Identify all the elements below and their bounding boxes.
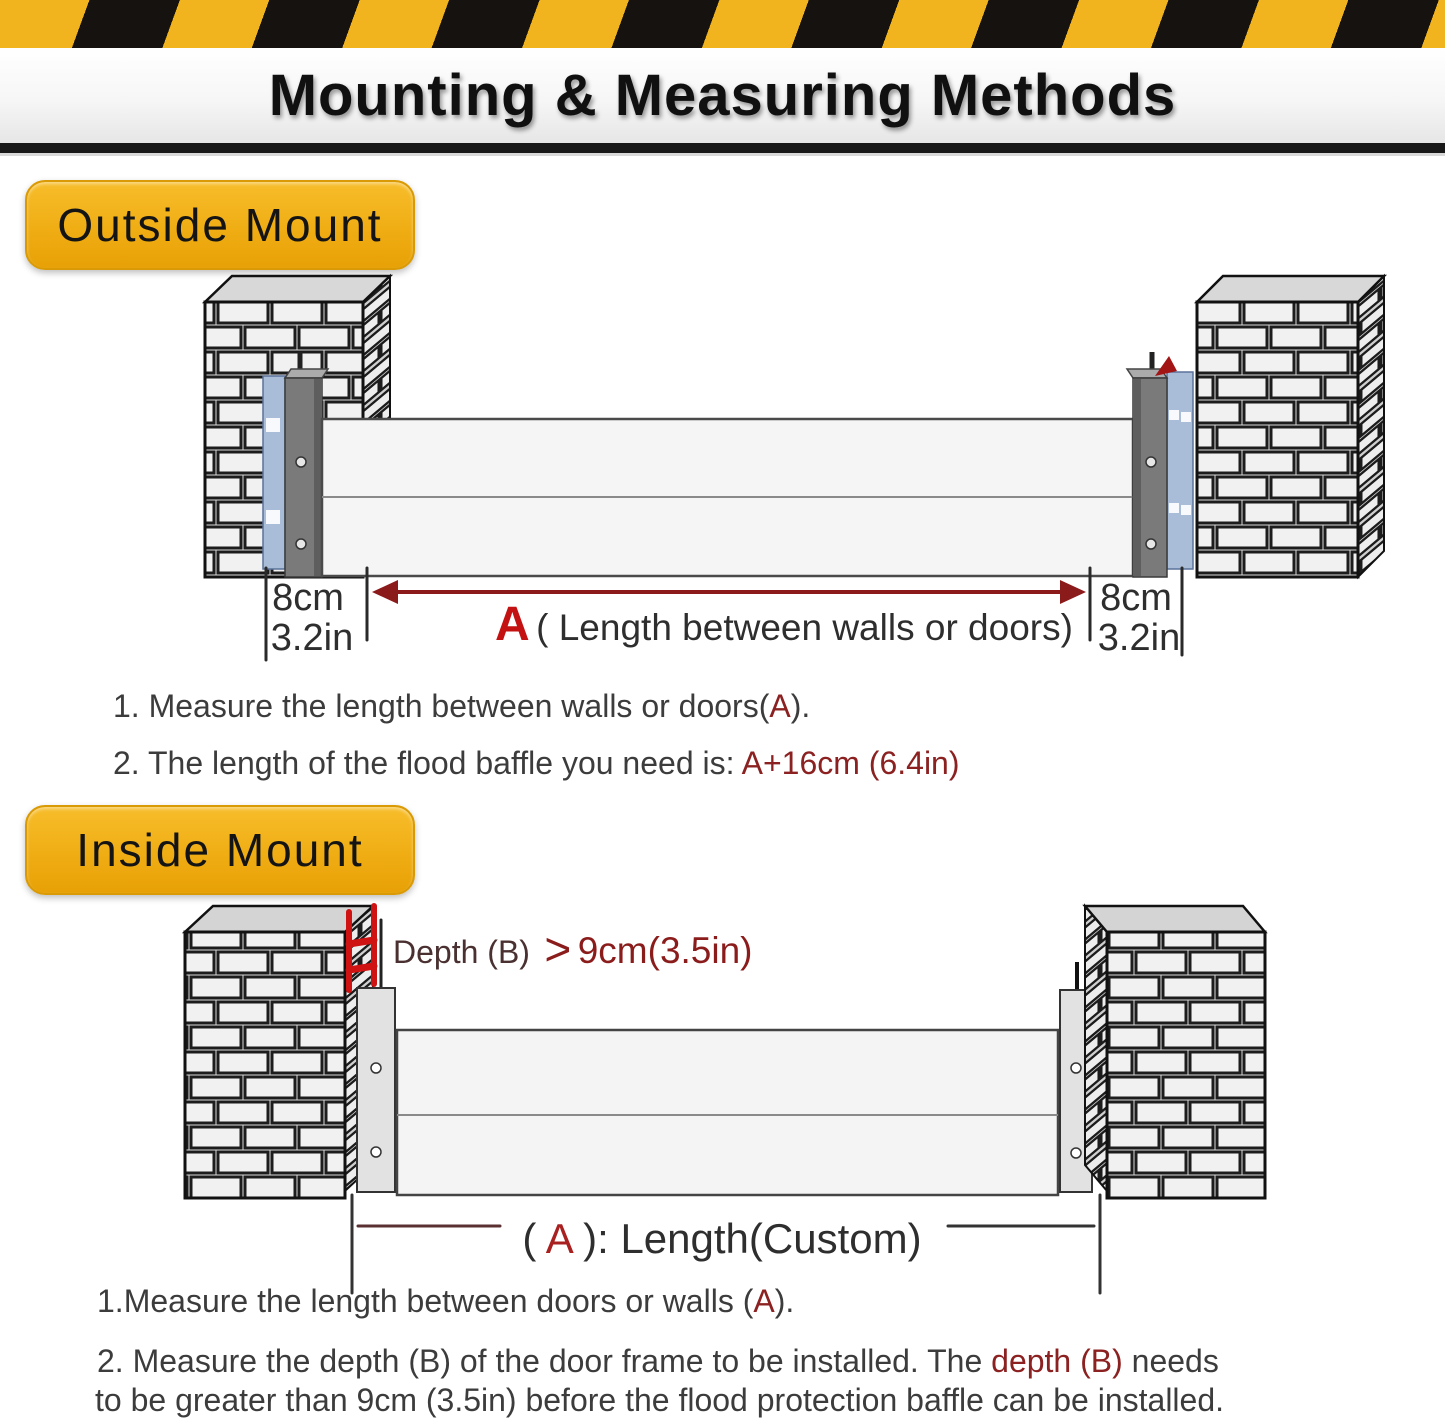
seal-screw-mark [1181, 505, 1191, 515]
inside-mount-diagram [0, 895, 1445, 1300]
dim-span-label [495, 598, 1073, 651]
inside-step-2-continued [95, 1382, 1224, 1419]
right-seal-strip [1167, 372, 1193, 569]
inside-mount-label [25, 805, 415, 895]
left-pillar-front-face [185, 932, 345, 1198]
length-label-letter: A [545, 1215, 572, 1262]
left-pillar-top-face [205, 276, 390, 302]
right-post-shadow-edge [1133, 379, 1141, 576]
inside-barrier [397, 1030, 1058, 1195]
inside-left-pillar [185, 906, 373, 1198]
outside-barrier [322, 419, 1133, 576]
step-text: ). [774, 1283, 795, 1319]
dim-right-in: 3.2in [1097, 617, 1181, 659]
step-highlight: A [753, 1283, 775, 1319]
right-pillar-front-face [1197, 302, 1358, 577]
inside-right-pillar [1085, 906, 1265, 1198]
post-screw [1071, 1148, 1081, 1158]
right-pillar-front-face [1107, 932, 1265, 1198]
right-pillar-top-face [1197, 276, 1384, 302]
inside-mount-label-text: Inside Mount [76, 824, 364, 876]
outside-mount-instructions [113, 688, 960, 802]
left-mounting-post [357, 988, 395, 1192]
right-pillar-side-face [1085, 906, 1107, 1191]
right-pillar-top-face [1085, 906, 1265, 932]
page-title: Mounting & Measuring Methods [268, 63, 1177, 128]
inside-mount-instructions [97, 1283, 1224, 1418]
step-text: 2. The length of the flood baffle you need is: [113, 744, 742, 781]
post-screw [296, 539, 306, 549]
left-pillar-top-face [185, 906, 373, 932]
seal-screw-mark [1169, 503, 1179, 513]
length-label-open: ( [522, 1215, 537, 1262]
inside-left-post [357, 988, 395, 1192]
dim-span-letter: A [495, 598, 530, 651]
greater-than-sign: > [544, 923, 572, 975]
seal-screw-mark [1181, 412, 1191, 422]
depth-bracket-rung [349, 966, 374, 970]
inside-step-2 [97, 1343, 1224, 1380]
post-screw [371, 1147, 381, 1157]
header-title-band [0, 48, 1445, 143]
outside-mount-label [25, 180, 415, 270]
post-screw [371, 1063, 381, 1073]
post-screw [296, 457, 306, 467]
outside-dimensions [266, 568, 1182, 660]
step-highlight: A+16cm (6.4in) [741, 744, 960, 781]
outside-right-channel [1127, 352, 1193, 577]
dim-left-cm: 8cm [272, 577, 344, 619]
seal-screw-mark [1169, 410, 1179, 420]
dim-right-cm: 8cm [1100, 577, 1172, 619]
header-divider-bar [0, 143, 1445, 156]
post-screw [1071, 1063, 1081, 1073]
arrow-head-right [1060, 580, 1086, 604]
right-pillar-side-face [1358, 276, 1384, 577]
dim-left-in: 3.2in [270, 617, 354, 659]
seal-screw-mark [266, 510, 280, 524]
outside-mount-label-text: Outside Mount [57, 199, 383, 251]
inside-dimensions [352, 1195, 1100, 1293]
outside-step-1 [113, 688, 960, 725]
depth-bracket-rung [349, 940, 374, 944]
seal-screw-mark [266, 418, 280, 432]
depth-label-prefix: Depth (B) [393, 934, 530, 970]
depth-label [393, 923, 753, 975]
step-highlight: A [769, 688, 791, 724]
step-text: 2. Measure the depth (B) of the door frame to be installed. The [97, 1342, 992, 1379]
barrier-panels [397, 1030, 1058, 1195]
step-highlight: depth (B) [991, 1342, 1123, 1379]
arrow-head-left [372, 580, 398, 604]
step-text: needs [1122, 1342, 1219, 1379]
depth-label-value: 9cm(3.5in) [577, 930, 753, 971]
outside-step-2 [113, 745, 960, 782]
outside-left-channel [263, 352, 328, 577]
left-seal-strip [263, 376, 285, 569]
step-text: 1.Measure the length between doors or walls ( [97, 1283, 754, 1319]
step-text: to be greater than 9cm (3.5in) before the flood protection baffle can be installed. [95, 1381, 1225, 1418]
post-screw [1146, 539, 1156, 549]
step-text: ). [790, 688, 811, 724]
post-screw [1146, 457, 1156, 467]
inside-step-1 [97, 1283, 1224, 1320]
length-label-rest: ): Length(Custom) [583, 1215, 922, 1262]
hazard-stripe-banner [0, 0, 1445, 48]
outside-right-pillar [1197, 276, 1384, 577]
step-text: 1. Measure the length between walls or doors( [113, 688, 770, 724]
outside-mount-diagram [0, 265, 1445, 680]
left-post-cap [285, 369, 328, 378]
length-label [522, 1215, 921, 1262]
dim-span-text: ( Length between walls or doors) [536, 607, 1073, 648]
